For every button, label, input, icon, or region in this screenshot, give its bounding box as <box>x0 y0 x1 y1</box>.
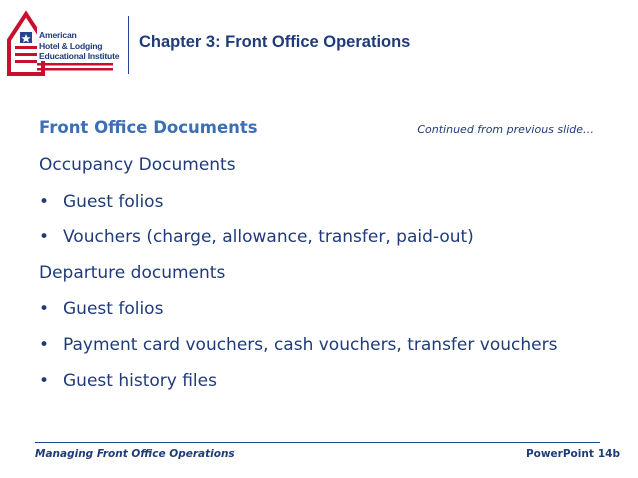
footer-format-label: PowerPoint <box>525 448 594 460</box>
content-heading-text: Occupancy Documents <box>39 155 236 175</box>
header-divider <box>128 16 129 74</box>
list-item <box>39 371 217 391</box>
page-number: 14b <box>597 448 620 460</box>
content-heading-occupancy <box>39 155 236 175</box>
list-item <box>39 227 474 247</box>
content-heading-departure <box>39 263 225 283</box>
content-heading-text: Departure documents <box>39 263 226 283</box>
logo-line-3: Educational Institute <box>39 51 120 61</box>
list-item-text: Guest folios <box>63 192 164 212</box>
list-item <box>39 192 163 212</box>
bullet-icon: • <box>39 335 50 355</box>
bullet-icon: • <box>39 192 50 212</box>
list-item <box>39 299 163 319</box>
logo-wordmark <box>39 30 119 62</box>
bullet-icon: • <box>39 299 50 319</box>
footer-slide-info <box>526 448 620 460</box>
footer-course-title: Managing Front Office Operations <box>35 448 235 460</box>
list-item-text: Vouchers (charge, allowance, transfer, paid-out) <box>63 227 474 247</box>
chapter-title: Chapter 3: Front Office Operations <box>139 33 411 51</box>
list-item-text: Payment card vouchers, cash vouchers, transfer vouchers <box>63 335 558 355</box>
section-title: Front Office Documents <box>39 118 258 137</box>
logo-line-2: Hotel & Lodging <box>39 40 103 51</box>
list-item <box>39 335 557 355</box>
logo-line-1: American <box>39 30 77 40</box>
ahlei-logo <box>6 10 122 78</box>
list-item-text: Guest history files <box>63 371 217 391</box>
footer-divider <box>35 442 600 443</box>
continued-note: Continued from previous slide… <box>417 123 594 136</box>
bullet-icon: • <box>39 227 50 247</box>
list-item-text: Guest folios <box>63 299 164 319</box>
bullet-icon: • <box>39 371 50 391</box>
